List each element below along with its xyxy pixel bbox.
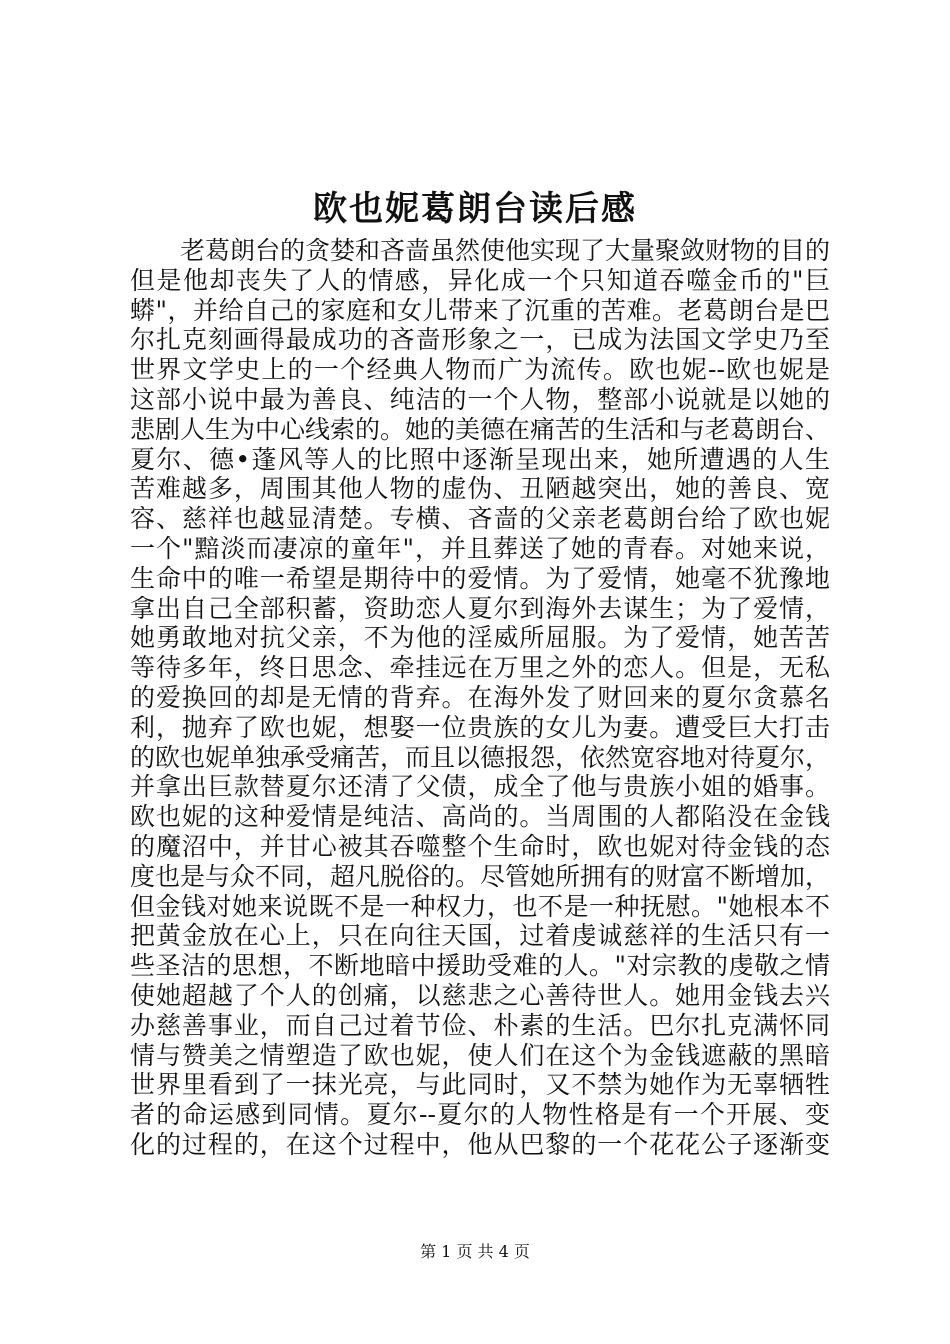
text-line: 的魔沼中，并甘心被其吞噬整个生命时，欧也妮对待金钱的态: [130, 831, 830, 861]
text-line: 尔扎克刻画得最成功的吝啬形象之一，已成为法国文学史乃至: [130, 325, 830, 355]
text-line: 蟒"，并给自己的家庭和女儿带来了沉重的苦难。老葛朗台是巴: [130, 295, 830, 325]
text-line: 者的命运感到同情。夏尔--夏尔的人物性格是有一个开展、变: [130, 1100, 830, 1130]
text-line: 度也是与众不同，超凡脱俗的。尽管她所拥有的财富不断增加，: [130, 861, 830, 891]
text-line: 些圣洁的思想，不断地暗中援助受难的人。"对宗教的虔敬之情: [130, 951, 830, 981]
text-line: 化的过程的，在这个过程中，他从巴黎的一个花花公子逐渐变: [130, 1129, 830, 1159]
text-line: 拿出自己全部积蓄，资助恋人夏尔到海外去谋生；为了爱情，: [130, 593, 830, 623]
text-line: 利，抛弃了欧也妮，想娶一位贵族的女儿为妻。遭受巨大打击: [130, 712, 830, 742]
text-line: 欧也妮的这种爱情是纯洁、高尚的。当周围的人都陷没在金钱: [130, 802, 830, 832]
text-line: 但金钱对她来说既不是一种权力，也不是一种抚慰。"她根本不: [130, 891, 830, 921]
body-paragraph: [130, 236, 830, 1160]
text-line: 老葛朗台的贪婪和吝啬虽然使他实现了大量聚敛财物的目的: [180, 236, 830, 265]
text-line: 的爱换回的却是无情的背弃。在海外发了财回来的夏尔贪慕名: [130, 682, 830, 712]
text-line: 容、慈祥也越显清楚。专横、吝啬的父亲老葛朗台给了欧也妮: [130, 504, 830, 534]
text-line: 苦难越多，周围其他人物的虚伪、丑陋越突出，她的善良、宽: [130, 474, 830, 504]
text-line: 办慈善事业，而自己过着节俭、朴素的生活。巴尔扎克满怀同: [130, 1010, 830, 1040]
text-line: 情与赞美之情塑造了欧也妮，使人们在这个为金钱遮蔽的黑暗: [130, 1040, 830, 1070]
text-line: 等待多年，终日思念、牵挂远在万里之外的恋人。但是，无私: [130, 653, 830, 683]
text-line: 一个"黯淡而凄凉的童年"，并且葬送了她的青春。对她来说，: [130, 533, 830, 563]
page-number-footer: 第 1 页 共 4 页: [420, 1242, 530, 1261]
text-line: 生命中的唯一希望是期待中的爱情。为了爱情，她毫不犹豫地: [130, 563, 830, 593]
text-line: 但是他却丧失了人的情感，异化成一个只知道吞噬金币的"巨: [130, 265, 830, 295]
text-line: 夏尔、德•蓬风等人的比照中逐渐呈现出来，她所遭遇的人生: [130, 444, 830, 474]
text-line: 世界里看到了一抹光亮，与此同时，又不禁为她作为无辜牺牲: [130, 1070, 830, 1100]
document-title: 欧也妮葛朗台读后感: [313, 189, 637, 229]
text-line: 使她超越了个人的创痛，以慈悲之心善待世人。她用金钱去兴: [130, 980, 830, 1010]
text-line: 这部小说中最为善良、纯洁的一个人物，整部小说就是以她的: [130, 384, 830, 414]
text-line: 世界文学史上的一个经典人物而广为流传。欧也妮--欧也妮是: [130, 355, 830, 385]
text-line: 把黄金放在心上，只在向往天国，过着虔诚慈祥的生活只有一: [130, 921, 830, 951]
text-line: 她勇敢地对抗父亲，不为他的淫威所屈服。为了爱情，她苦苦: [130, 623, 830, 653]
text-line: 并拿出巨款替夏尔还清了父债，成全了他与贵族小姐的婚事。: [130, 772, 830, 802]
text-line: 的欧也妮单独承受痛苦，而且以德报怨，依然宽容地对待夏尔，: [130, 742, 830, 772]
text-line: 悲剧人生为中心线索的。她的美德在痛苦的生活和与老葛朗台、: [130, 414, 830, 444]
